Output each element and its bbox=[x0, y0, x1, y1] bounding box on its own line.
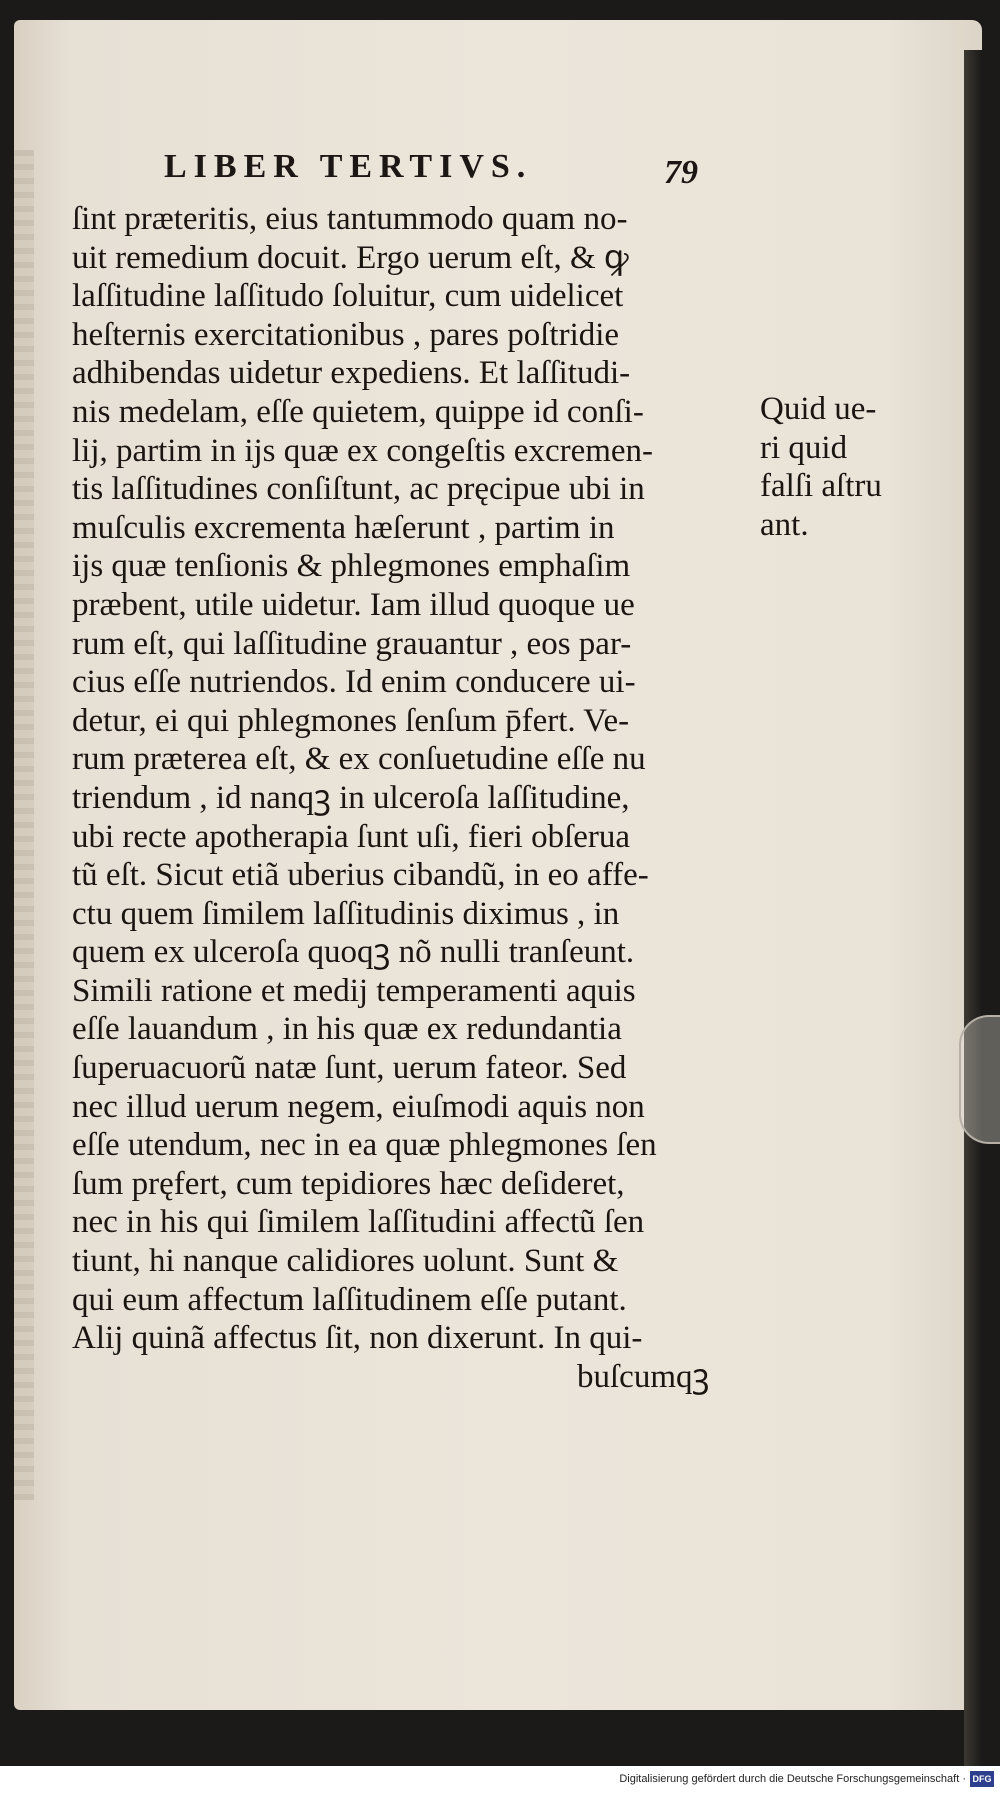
text-line: eſſe utendum, nec in ea quæ phlegmones ſen bbox=[72, 1127, 657, 1164]
text-line: ſuperuacuorũ natæ ſunt, uerum fateor. Sed bbox=[72, 1050, 627, 1087]
book-page bbox=[14, 20, 982, 1710]
text-line: uit remedium docuit. Ergo uerum eſt, & ꝙ bbox=[72, 239, 629, 276]
text-line: tis laſſitudines conſiſtunt, ac pręcipue ubi in bbox=[72, 471, 645, 508]
text-line: qui eum affectum laſſitudinem eſſe putant. bbox=[72, 1281, 627, 1318]
marginal-note bbox=[760, 390, 920, 544]
marginal-note-line: falſi aſtru bbox=[760, 468, 882, 505]
catchword: buſcumqꝫ bbox=[577, 1358, 710, 1395]
text-line: laſſitudine laſſitudo ſoluitur, cum uidelicet bbox=[72, 278, 624, 315]
text-line: ubi recte apotherapia ſunt uſi, fieri obſerua bbox=[72, 818, 631, 855]
text-line: triendum , id nanqꝫ in ulceroſa laſſitudine, bbox=[72, 779, 630, 816]
page-clip-shape bbox=[959, 1015, 1000, 1144]
marginal-note-line: ant. bbox=[760, 506, 809, 543]
text-line: nec in his qui ſimilem laſſitudini affectũ ſen bbox=[72, 1204, 645, 1241]
text-line: præbent, utile uidetur. Iam illud quoque ue bbox=[72, 586, 635, 623]
text-line: ijs quæ tenſionis & phlegmones emphaſim bbox=[72, 548, 631, 585]
page-number: 79 bbox=[664, 154, 698, 191]
text-line: rum præterea eſt, & ex conſuetudine eſſe nu bbox=[72, 741, 646, 778]
text-line: tũ eſt. Sicut etiã uberius cibandũ, in eo affe- bbox=[72, 857, 649, 894]
text-line: adhibendas uidetur expediens. Et laſſitudi- bbox=[72, 355, 631, 392]
text-line: detur, ei qui phlegmones ſenſum p̄fert. Ve- bbox=[72, 702, 630, 739]
marginal-note-line: Quid ue- bbox=[760, 391, 877, 427]
facing-page-edge bbox=[14, 150, 34, 1500]
text-line: Simili ratione et medij temperamenti aquis bbox=[72, 972, 636, 1009]
text-line: muſculis excrementa hæſerunt , partim in bbox=[72, 509, 615, 546]
book-spine-shadow bbox=[964, 50, 982, 1770]
text-line: ſum pręfert, cum tepidiores hæc deſideret, bbox=[72, 1165, 625, 1202]
text-line: nis medelam, eſſe quietem, quippe id conſi- bbox=[72, 393, 644, 430]
marginal-note-line: ri quid bbox=[760, 429, 848, 466]
text-line: rum eſt, qui laſſitudine grauantur , eos par- bbox=[72, 625, 632, 662]
text-line: nec illud uerum negem, eiuſmodi aquis non bbox=[72, 1088, 645, 1125]
text-line: lij, partim in ijs quæ ex congeſtis excremen- bbox=[72, 432, 654, 469]
body-text bbox=[72, 200, 752, 1396]
text-line: ſint præteritis, eius tantummodo quam no- bbox=[72, 201, 628, 237]
text-line: ctu quem ſimilem laſſitudinis diximus , in bbox=[72, 895, 620, 932]
text-line: Alij quinã affectus ſit, non dixerunt. In qui- bbox=[72, 1320, 643, 1357]
text-line: heſternis exercitationibus , pares poſtridie bbox=[72, 316, 620, 353]
dfg-logo: DFG bbox=[970, 1771, 994, 1787]
text-line: tiunt, hi nanque calidiores uolunt. Sunt & bbox=[72, 1243, 619, 1280]
text-line: eſſe lauandum , in his quæ ex redundantia bbox=[72, 1011, 622, 1048]
text-line: cius eſſe nutriendos. Id enim conducere ui- bbox=[72, 664, 636, 701]
text-line: quem ex ulceroſa quoqꝫ nõ nulli tranſeunt. bbox=[72, 934, 635, 971]
digitization-credit: Digitalisierung gefördert durch die Deutsche Forschungsgemeinschaft · bbox=[619, 1773, 966, 1785]
running-title: LIBER TERTIVS. bbox=[164, 148, 533, 185]
